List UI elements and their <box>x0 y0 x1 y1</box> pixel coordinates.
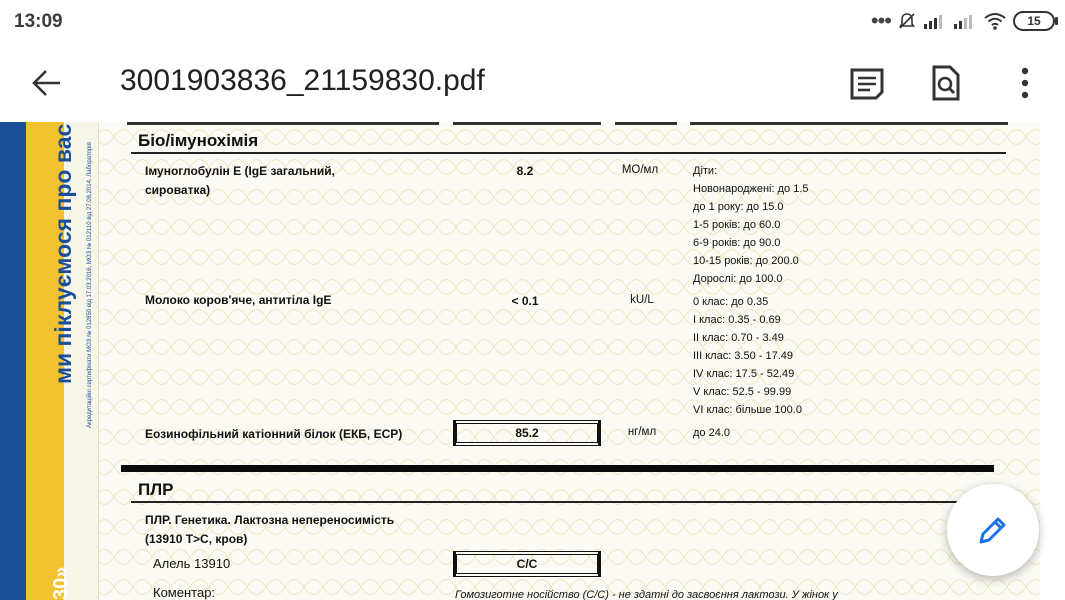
reference-line: II клас: 0.70 - 3.49 <box>693 332 784 344</box>
reference-line: V клас: 52.5 - 99.99 <box>693 386 792 398</box>
pdf-page[interactable] <box>0 122 1040 600</box>
reference-line: до 24.0 <box>693 427 731 439</box>
reference-line: III клас: 3.50 - 17.49 <box>693 350 794 362</box>
accreditation-text: Акредитаційні сертифікати МОЗ № 012850 від 17.03.2016, МОЗ № 012110 від 27.08.2014. Лабораторія <box>87 142 93 428</box>
back-arrow-icon[interactable] <box>30 66 64 100</box>
reference-line: 10-15 років: до 200.0 <box>693 255 799 267</box>
test-name-ecp: Еозинофільний катіонний білок (ЕКБ, ECP) <box>145 427 403 441</box>
results-content <box>0 122 1040 600</box>
section-divider <box>131 152 1006 154</box>
signal-icon <box>923 12 947 30</box>
test-name-lactose: ПЛР. Генетика. Лактозна непереносимість (13910 T>C, кров) <box>145 513 395 546</box>
document-title: 3001903836_21159830.pdf <box>120 64 485 97</box>
reference-line: 0 клас: до 0.35 <box>693 296 769 308</box>
battery-icon: 15 <box>1013 11 1055 31</box>
reference-line: Дорослі: до 100.0 <box>693 273 783 285</box>
test-value-ige: 8.2 <box>516 164 534 178</box>
more-vert-icon[interactable] <box>1008 64 1042 102</box>
wifi-icon <box>983 11 1007 31</box>
comment-label: Коментар: <box>153 585 216 600</box>
status-bar <box>0 0 1065 44</box>
test-value-milk: < 0.1 <box>511 294 539 308</box>
reference-line: до 1 року: до 15.0 <box>693 201 784 213</box>
brand-slogan: ми піклуємося про вас <box>50 123 76 384</box>
allele-label: Алель 13910 <box>153 556 231 571</box>
reference-ige <box>693 162 809 288</box>
reference-milk <box>693 293 802 419</box>
edit-pencil-icon <box>977 514 1009 546</box>
status-time: 13:09 <box>14 11 63 32</box>
search-document-icon[interactable] <box>926 64 964 102</box>
section-title-bio: Біо/імунохімія <box>138 131 259 150</box>
allele-value: C/C <box>453 551 601 577</box>
brand-bottom-text: 30» <box>50 566 72 600</box>
app-bar <box>0 44 1065 122</box>
notes-icon[interactable] <box>848 64 886 102</box>
test-unit-ecp: нг/мл <box>627 426 657 438</box>
test-name-ige: Імуноглобулін Е (IgE загальний, сироватка) <box>145 164 335 197</box>
section-divider <box>131 501 1006 503</box>
reference-line: Діти: <box>693 165 718 177</box>
test-name-milk: Молоко коров'яче, антитіла IgE <box>145 293 332 307</box>
notifications-off-icon <box>897 11 917 31</box>
reference-line: VI клас: більше 100.0 <box>693 404 802 416</box>
section-title-pcr: ПЛР <box>138 480 174 499</box>
reference-ecp <box>693 424 730 442</box>
status-icons <box>871 10 1055 32</box>
signal-icon <box>953 12 977 30</box>
reference-line: I клас: 0.35 - 0.69 <box>693 314 781 326</box>
section-separator <box>121 465 994 472</box>
more-dots-icon: ••• <box>870 8 891 33</box>
reference-line: Новонароджені: до 1.5 <box>693 183 809 195</box>
test-unit-ige: МО/мл <box>621 164 659 176</box>
reference-line: 6-9 років: до 90.0 <box>693 237 781 249</box>
comment-text: Гомозиготне носійство (C/C) - не здатні до засвоєння лактози. У жінок у <box>455 589 838 600</box>
test-value-ecp: 85.2 <box>453 420 601 446</box>
reference-line: 1-5 років: до 60.0 <box>693 219 781 231</box>
edit-fab-button[interactable] <box>947 484 1039 576</box>
reference-line: IV клас: 17.5 - 52.49 <box>693 368 795 380</box>
test-unit-milk: kU/L <box>630 294 654 306</box>
